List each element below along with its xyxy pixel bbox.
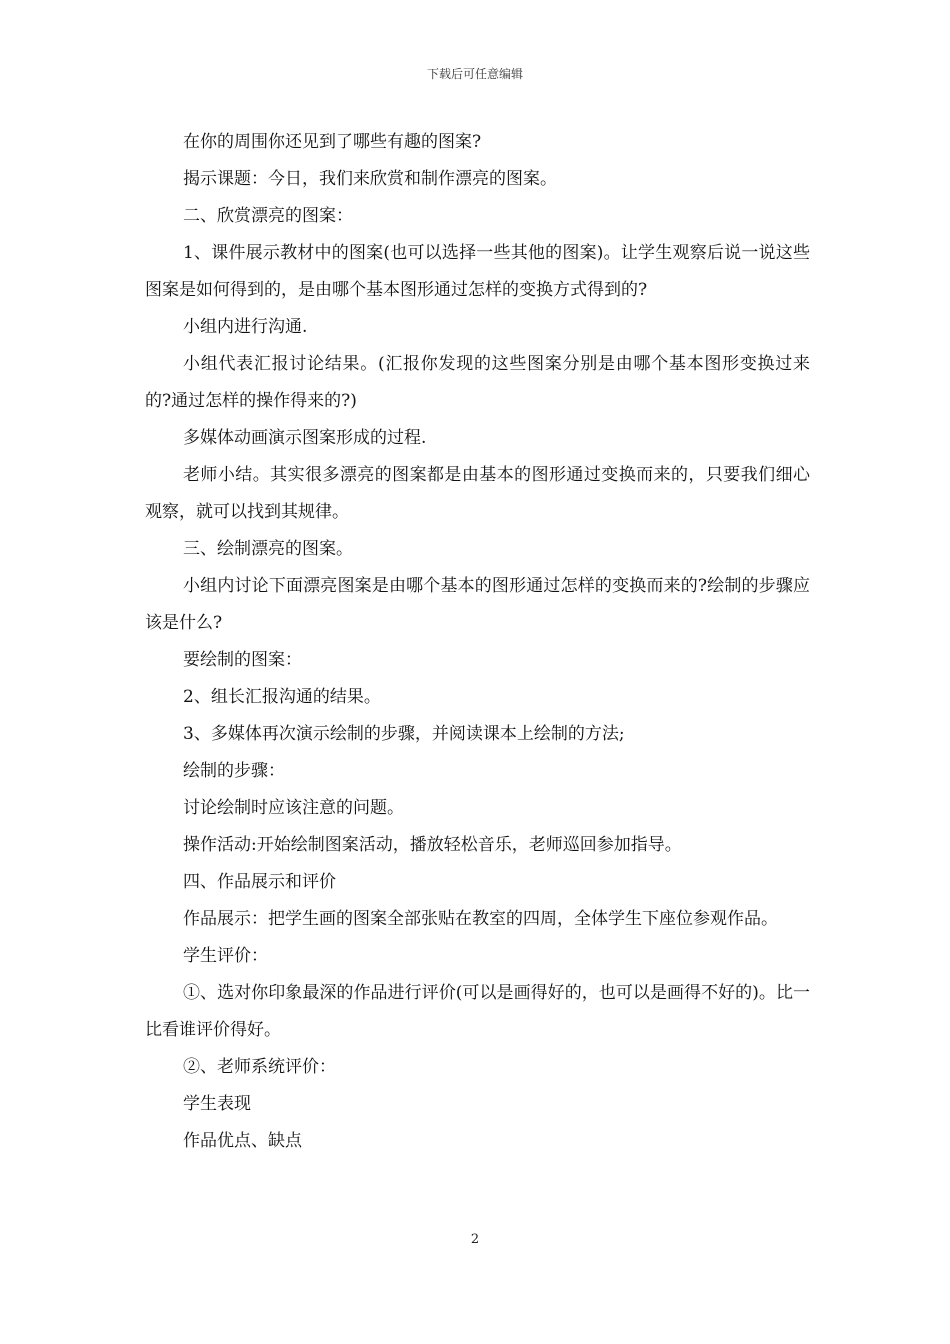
paragraph: 小组内讨论下面漂亮图案是由哪个基本的图形通过怎样的变换而来的?绘制的步骤应该是什么? — [145, 576, 810, 633]
page-number: 2 — [470, 1232, 480, 1247]
paragraph: 多媒体动画演示图案形成的过程. — [183, 428, 427, 448]
paragraph: 学生表现 — [183, 1094, 251, 1114]
paragraph: 作品展示：把学生画的图案全部张贴在教室的四周，全体学生下座位参观作品。 — [183, 909, 778, 929]
paragraph: 3、多媒体再次演示绘制的步骤，并阅读课本上绘制的方法; — [183, 724, 625, 744]
section-heading: 二、欣赏漂亮的图案： — [183, 206, 353, 226]
section-heading: 三、绘制漂亮的图案。 — [183, 539, 353, 559]
paragraph: 作品优点、缺点 — [183, 1131, 302, 1151]
paragraph: 学生评价： — [183, 946, 268, 966]
paragraph: ①、选对你印象最深的作品进行评价(可以是画得好的，也可以是画得不好的)。比一比看谁评价得好。 — [145, 983, 810, 1040]
paragraph: 在你的周围你还见到了哪些有趣的图案? — [183, 132, 482, 152]
paragraph: 操作活动:开始绘制图案活动，播放轻松音乐，老师巡回参加指导。 — [183, 835, 682, 855]
paragraph: 老师小结。其实很多漂亮的图案都是由基本的图形通过变换而来的，只要我们细心观察，就可以找到其规律。 — [145, 465, 810, 522]
section-heading: 四、作品展示和评价 — [183, 872, 336, 892]
paragraph: 揭示课题：今日，我们来欣赏和制作漂亮的图案。 — [183, 169, 557, 189]
page-header: 下载后可任意编辑 — [426, 67, 523, 81]
paragraph: 小组代表汇报讨论结果。(汇报你发现的这些图案分别是由哪个基本图形变换过来的?通过怎样的操作得来的?) — [145, 354, 810, 411]
paragraph: 小组内进行沟通. — [183, 317, 308, 337]
paragraph: 讨论绘制时应该注意的问题。 — [183, 798, 404, 818]
document-body — [145, 124, 810, 1160]
paragraph: ②、老师系统评价： — [183, 1057, 336, 1077]
paragraph: 绘制的步骤： — [183, 761, 285, 781]
paragraph: 要绘制的图案： — [183, 650, 302, 670]
paragraph: 2、组长汇报沟通的结果。 — [183, 687, 381, 707]
paragraph: 1、课件展示教材中的图案(也可以选择一些其他的图案)。让学生观察后说一说这些图案是如何得到的，是由哪个基本图形通过怎样的变换方式得到的? — [145, 243, 810, 300]
